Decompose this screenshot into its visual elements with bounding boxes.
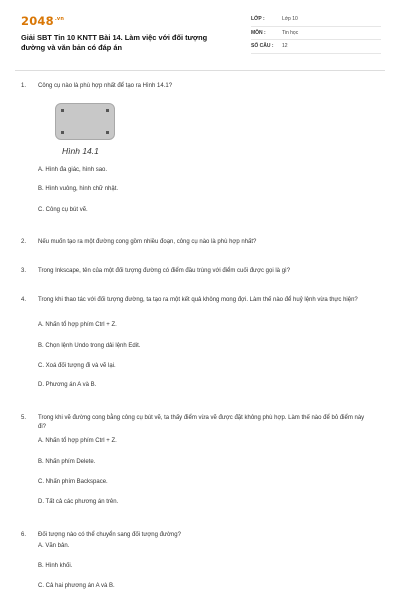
meta-row-subject [251, 27, 381, 41]
question-text: Nếu muốn tạo ra một đường cong gồm nhiều đoạn, công cụ nào là phù hợp nhất? [38, 239, 257, 245]
option[interactable]: B. Chọn lệnh Undo trong dải lệnh Edit. [38, 343, 141, 349]
question-4 [21, 296, 361, 305]
option[interactable]: C. Cả hai phương án A và B. [38, 583, 115, 589]
meta-value: 12 [282, 43, 288, 50]
meta-row-grade [251, 13, 381, 27]
document-title: Giải SBT Tin 10 KNTT Bài 14. Làm việc với đối tượng đường và văn bản có đáp án [21, 33, 208, 52]
option[interactable]: B. Hình vuông, hình chữ nhật. [38, 186, 119, 192]
header-divider [15, 70, 385, 71]
option[interactable]: A. Hình đa giác, hình sao. [38, 167, 108, 173]
option[interactable]: C. Công cụ bút vẽ. [38, 207, 88, 213]
question-text: Đối tượng nào có thể chuyển sang đối tượng đường? [38, 532, 181, 538]
node-handle [61, 109, 64, 112]
option[interactable]: A. Nhấn tổ hợp phím Ctrl + Z. [38, 438, 117, 444]
node-handle [106, 109, 109, 112]
question-text: Trong Inkscape, tên của một đối tượng đường có điểm đầu trùng với điểm cuối được gọi là gì? [38, 268, 291, 274]
meta-row-count [251, 40, 381, 54]
figure-rounded-rectangle [55, 103, 115, 140]
question-number: 4. [21, 297, 27, 303]
question-number: 5. [21, 415, 27, 421]
question-text: Trong khi thao tác với đối tượng đường, ta tạo ra một kết quả không mong đợi. Làm thế nào để huỷ lệnh vừa thực hiện? [38, 297, 358, 303]
node-handle [106, 131, 109, 134]
question-text: Công cụ nào là phù hợp nhất để tạo ra Hình 14.1? [38, 83, 173, 89]
question-6 [21, 531, 379, 540]
question-number: 2. [21, 239, 27, 245]
option[interactable]: C. Xoá đối tượng đi và vẽ lại. [38, 363, 116, 369]
question-text: Trong khi vẽ đường cong bằng công cụ bút vẽ, ta thấy điểm vừa vẽ được đặt không phù hợp. Làm thế nào để bỏ điểm này đi? [38, 415, 365, 430]
node-handle [61, 131, 64, 134]
page-header [0, 0, 400, 72]
option[interactable]: D. Phương án A và B. [38, 382, 97, 388]
question-1 [21, 82, 379, 91]
option[interactable]: B. Nhấn phím Delete. [38, 459, 96, 465]
option[interactable]: C. Nhấn phím Backspace. [38, 479, 108, 485]
meta-label: LỚP : [251, 16, 265, 23]
question-3 [21, 267, 379, 276]
option[interactable]: A. Văn bản. [38, 543, 70, 549]
meta-value: Lớp 10 [282, 16, 298, 23]
question-number: 3. [21, 268, 27, 274]
meta-value: Tin học [282, 29, 299, 36]
meta-info-table [251, 13, 381, 54]
question-5 [21, 414, 366, 432]
meta-label: MÔN : [251, 29, 266, 36]
figure-caption: Hình 14.1 [62, 146, 99, 156]
question-number: 1. [21, 83, 27, 89]
option[interactable]: D. Tất cả các phương án trên. [38, 499, 119, 505]
meta-label: SỐ CÂU : [251, 43, 274, 50]
site-logo[interactable]: $2048^{.vn}$ [21, 14, 65, 28]
option[interactable]: B. Hình khối. [38, 563, 73, 569]
question-number: 6. [21, 532, 27, 538]
option[interactable]: A. Nhấn tổ hợp phím Ctrl + Z. [38, 322, 117, 328]
question-2 [21, 238, 379, 247]
